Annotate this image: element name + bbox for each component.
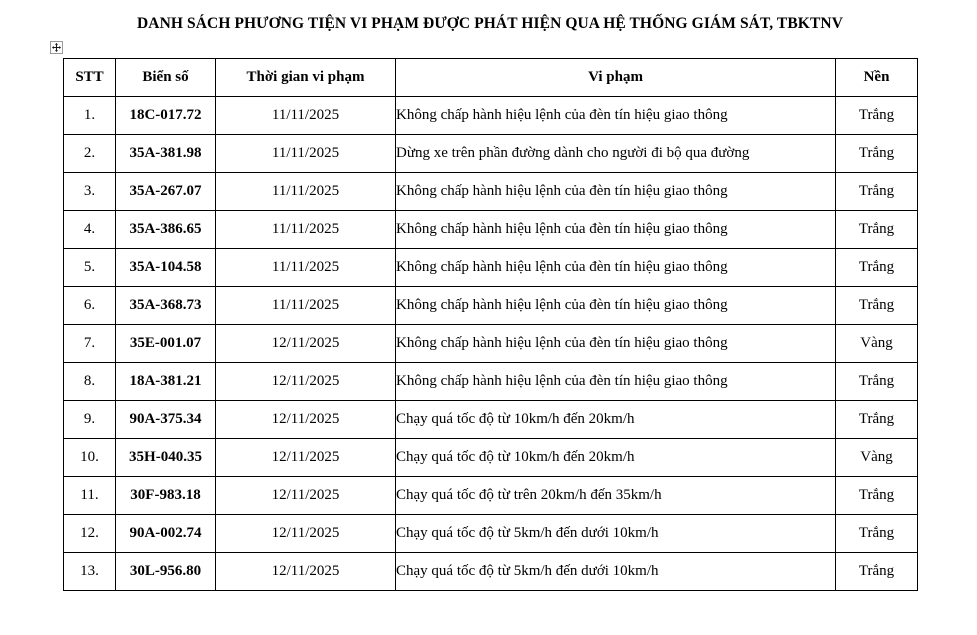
cell-vi_pham: Chạy quá tốc độ từ 10km/h đến 20km/h xyxy=(396,439,836,477)
violations-table-body xyxy=(64,97,918,591)
cell-vi_pham: Không chấp hành hiệu lệnh của đèn tín hiệu giao thông xyxy=(396,211,836,249)
table-row xyxy=(64,287,918,325)
cell-nen: Trắng xyxy=(836,249,918,287)
table-row xyxy=(64,135,918,173)
cell-bien_so: 35A-381.98 xyxy=(116,135,216,173)
cell-thoi_gian: 12/11/2025 xyxy=(216,515,396,553)
cell-bien_so: 90A-002.74 xyxy=(116,515,216,553)
cell-stt: 2. xyxy=(64,135,116,173)
cell-stt: 1. xyxy=(64,97,116,135)
table-row xyxy=(64,249,918,287)
cell-nen: Trắng xyxy=(836,211,918,249)
cell-vi_pham: Chạy quá tốc độ từ trên 20km/h đến 35km/h xyxy=(396,477,836,515)
cell-thoi_gian: 12/11/2025 xyxy=(216,553,396,591)
cell-stt: 8. xyxy=(64,363,116,401)
cell-nen: Trắng xyxy=(836,97,918,135)
cell-thoi_gian: 12/11/2025 xyxy=(216,477,396,515)
cell-stt: 6. xyxy=(64,287,116,325)
cell-nen: Trắng xyxy=(836,401,918,439)
cell-nen: Trắng xyxy=(836,287,918,325)
cell-bien_so: 90A-375.34 xyxy=(116,401,216,439)
cell-stt: 11. xyxy=(64,477,116,515)
column-header-stt: STT xyxy=(64,59,116,97)
column-header-thoi_gian: Thời gian vi phạm xyxy=(216,59,396,97)
table-row xyxy=(64,515,918,553)
cell-stt: 7. xyxy=(64,325,116,363)
cell-vi_pham: Không chấp hành hiệu lệnh của đèn tín hiệu giao thông xyxy=(396,173,836,211)
column-header-bien_so: Biển số xyxy=(116,59,216,97)
cell-vi_pham: Không chấp hành hiệu lệnh của đèn tín hiệu giao thông xyxy=(396,325,836,363)
table-row xyxy=(64,211,918,249)
page-title: DANH SÁCH PHƯƠNG TIỆN VI PHẠM ĐƯỢC PHÁT HIỆN QUA HỆ THỐNG GIÁM SÁT, TBKTNV xyxy=(137,15,843,32)
table-row xyxy=(64,173,918,211)
cell-bien_so: 18C-017.72 xyxy=(116,97,216,135)
cell-thoi_gian: 11/11/2025 xyxy=(216,173,396,211)
cell-stt: 4. xyxy=(64,211,116,249)
table-row xyxy=(64,325,918,363)
table-row xyxy=(64,477,918,515)
cell-bien_so: 30L-956.80 xyxy=(116,553,216,591)
cell-thoi_gian: 12/11/2025 xyxy=(216,363,396,401)
cell-nen: Trắng xyxy=(836,135,918,173)
cell-vi_pham: Dừng xe trên phần đường dành cho người đi bộ qua đường xyxy=(396,135,836,173)
cell-vi_pham: Chạy quá tốc độ từ 5km/h đến dưới 10km/h xyxy=(396,553,836,591)
table-row xyxy=(64,363,918,401)
cell-thoi_gian: 11/11/2025 xyxy=(216,287,396,325)
cell-nen: Vàng xyxy=(836,439,918,477)
cell-nen: Trắng xyxy=(836,363,918,401)
cell-nen: Trắng xyxy=(836,553,918,591)
cell-stt: 9. xyxy=(64,401,116,439)
cell-bien_so: 35E-001.07 xyxy=(116,325,216,363)
cell-thoi_gian: 12/11/2025 xyxy=(216,325,396,363)
violations-table xyxy=(63,58,918,591)
column-header-nen: Nền xyxy=(836,59,918,97)
cell-bien_so: 18A-381.21 xyxy=(116,363,216,401)
cell-vi_pham: Không chấp hành hiệu lệnh của đèn tín hiệu giao thông xyxy=(396,249,836,287)
cell-bien_so: 35A-267.07 xyxy=(116,173,216,211)
cell-bien_so: 35A-104.58 xyxy=(116,249,216,287)
cell-bien_so: 30F-983.18 xyxy=(116,477,216,515)
move-arrows-icon xyxy=(52,43,61,52)
cell-thoi_gian: 12/11/2025 xyxy=(216,439,396,477)
cell-vi_pham: Không chấp hành hiệu lệnh của đèn tín hiệu giao thông xyxy=(396,287,836,325)
cell-nen: Trắng xyxy=(836,515,918,553)
cell-stt: 5. xyxy=(64,249,116,287)
violations-table-header-row xyxy=(64,59,918,97)
cell-stt: 3. xyxy=(64,173,116,211)
cell-nen: Trắng xyxy=(836,477,918,515)
table-row xyxy=(64,439,918,477)
cell-thoi_gian: 12/11/2025 xyxy=(216,401,396,439)
cell-nen: Trắng xyxy=(836,173,918,211)
cell-stt: 13. xyxy=(64,553,116,591)
cell-thoi_gian: 11/11/2025 xyxy=(216,135,396,173)
cell-nen: Vàng xyxy=(836,325,918,363)
cell-stt: 12. xyxy=(64,515,116,553)
cell-vi_pham: Không chấp hành hiệu lệnh của đèn tín hiệu giao thông xyxy=(396,363,836,401)
cell-thoi_gian: 11/11/2025 xyxy=(216,211,396,249)
table-row xyxy=(64,553,918,591)
cell-vi_pham: Không chấp hành hiệu lệnh của đèn tín hiệu giao thông xyxy=(396,97,836,135)
cell-vi_pham: Chạy quá tốc độ từ 5km/h đến dưới 10km/h xyxy=(396,515,836,553)
column-header-vi_pham: Vi phạm xyxy=(396,59,836,97)
cell-thoi_gian: 11/11/2025 xyxy=(216,249,396,287)
table-row xyxy=(64,97,918,135)
cell-bien_so: 35H-040.35 xyxy=(116,439,216,477)
cell-thoi_gian: 11/11/2025 xyxy=(216,97,396,135)
cell-bien_so: 35A-386.65 xyxy=(116,211,216,249)
cell-vi_pham: Chạy quá tốc độ từ 10km/h đến 20km/h xyxy=(396,401,836,439)
cell-stt: 10. xyxy=(64,439,116,477)
table-move-handle[interactable] xyxy=(50,41,63,54)
cell-bien_so: 35A-368.73 xyxy=(116,287,216,325)
table-row xyxy=(64,401,918,439)
